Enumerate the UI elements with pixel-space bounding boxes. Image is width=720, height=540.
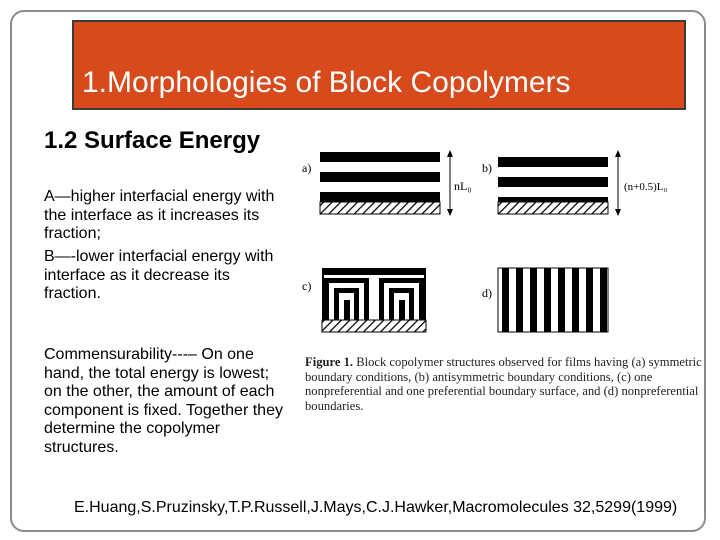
citation: E.Huang,S.Pruzinsky,T.P.Russell,J.Mays,C.J.Hawker,Macromolecules 32,5299(1999)	[74, 499, 678, 516]
panel-b-thickness-arrow	[615, 150, 621, 216]
paragraph-a: A—higher interfacial energy with the interface as it increases its fraction;	[44, 188, 275, 242]
panel-a-lamellae	[320, 152, 440, 214]
panel-d-structure	[498, 268, 608, 332]
slide-subtitle: 1.2 Surface Energy	[44, 127, 261, 154]
panel-c-label: c)	[302, 279, 312, 293]
thickness-label-b: (n+0.5)L₀	[624, 181, 668, 193]
panel-b-label: b)	[482, 161, 492, 175]
panel-d-label: d)	[482, 286, 492, 300]
paragraph-commensurability: Commensurability---– On one hand, the total energy is lowest; on the other, the amount of each component is fixed. Together they determine the copolymer structures.	[44, 346, 283, 456]
panel-c-structure	[322, 268, 426, 332]
caption-label: Figure 1.	[305, 355, 354, 369]
panel-a-label: a)	[302, 161, 312, 175]
figure-caption	[305, 355, 715, 413]
panel-a-thickness-arrow	[447, 150, 453, 216]
thickness-label-a: nL₀	[454, 179, 472, 193]
caption-text: Block copolymer structures observed for films having (a) symmetric boundary conditions, (b) antisymmetric boundary conditions, (c) one nonpreferential and one preferential boundary surface, and (d) nonpreferential boundaries.	[305, 355, 702, 413]
title-bar	[72, 20, 686, 110]
panel-b-lamellae	[498, 157, 608, 214]
slide-title: 1.Morphologies of Block Copolymers	[82, 66, 571, 99]
paragraph-b: B—-lower interfacial energy with interface as it decrease its fraction.	[44, 248, 274, 302]
